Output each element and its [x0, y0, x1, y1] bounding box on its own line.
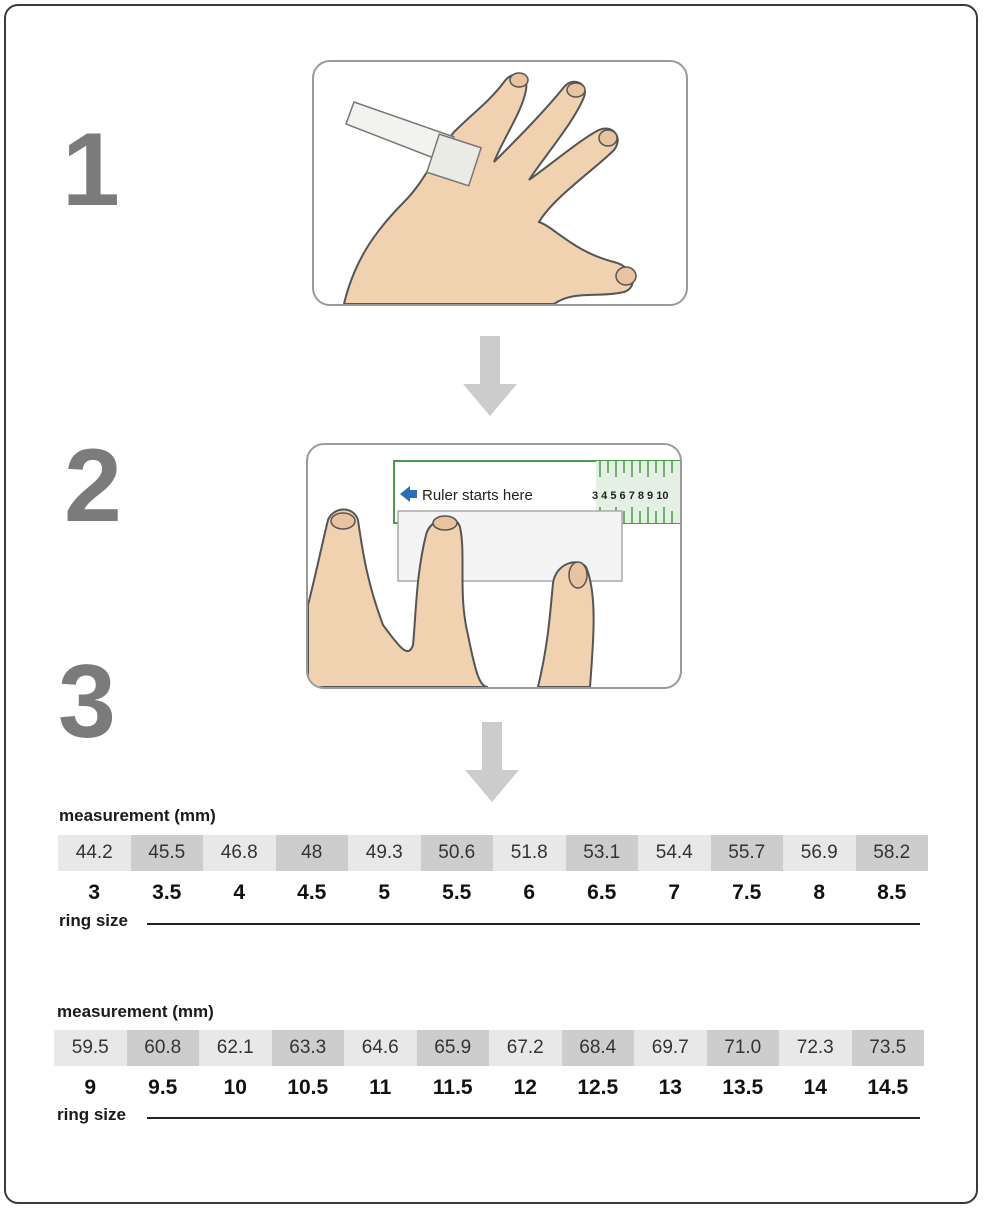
step-number-3: 3 [58, 644, 116, 760]
hand-shape [344, 74, 633, 304]
ring-size-row [58, 878, 928, 908]
ring-size-cell: 8.5 [877, 881, 907, 904]
step2-illustration [306, 443, 682, 689]
ring-size-cell: 14 [803, 1076, 827, 1099]
measurement-cell: 45.5 [131, 835, 204, 871]
ring-size-label: ring size [59, 911, 128, 930]
measurement-cell: 71.0 [707, 1030, 780, 1066]
ring-size-cell: 14.5 [867, 1076, 909, 1099]
ring-size-cell: 13.5 [722, 1076, 764, 1099]
ring-size-cell: 7.5 [732, 881, 762, 904]
ring-size-cell: 3 [88, 881, 101, 904]
step-number-1: 1 [62, 112, 120, 228]
down-arrow-icon [465, 722, 519, 804]
measurement-cell: 69.7 [634, 1030, 707, 1066]
ring-size-cell: 12 [513, 1076, 537, 1099]
ring-size-cell: 13 [658, 1076, 682, 1099]
ruler-label: Ruler starts here [422, 487, 533, 504]
measurement-cell: 64.6 [344, 1030, 417, 1066]
measurement-cell: 51.8 [493, 835, 566, 871]
measurement-cell: 72.3 [779, 1030, 852, 1066]
step1-illustration [312, 60, 688, 306]
measurement-cell: 67.2 [489, 1030, 562, 1066]
ring-size-cell: 6 [523, 881, 536, 904]
measurement-cell: 50.6 [421, 835, 494, 871]
divider-line [147, 1117, 920, 1119]
ring-size-cell: 8 [813, 881, 826, 904]
ring-size-cell: 11 [369, 1076, 392, 1099]
ring-size-cell: 12.5 [577, 1076, 619, 1099]
measurement-cell: 59.5 [54, 1030, 127, 1066]
ring-size-row [54, 1073, 924, 1103]
measurement-cell: 58.2 [856, 835, 929, 871]
ring-size-cell: 9.5 [148, 1076, 178, 1099]
measurement-cell: 49.3 [348, 835, 421, 871]
step-number-2: 2 [64, 428, 122, 544]
ring-size-cell: 9 [84, 1076, 97, 1099]
ring-size-cell: 5.5 [442, 881, 472, 904]
measurement-label: measurement (mm) [59, 806, 216, 825]
down-arrow-icon [463, 336, 517, 418]
ring-size-cell: 11.5 [432, 1076, 473, 1099]
ring-size-cell: 10.5 [287, 1076, 329, 1099]
measurement-cell: 63.3 [272, 1030, 345, 1066]
measurement-row [54, 1030, 924, 1066]
ring-size-cell: 3.5 [152, 881, 182, 904]
measurement-cell: 53.1 [566, 835, 639, 871]
measurement-cell: 44.2 [58, 835, 131, 871]
measurement-label: measurement (mm) [57, 1002, 214, 1021]
measurement-row [58, 835, 928, 871]
ring-size-cell: 4 [233, 881, 246, 904]
measurement-cell: 60.8 [127, 1030, 200, 1066]
ring-size-cell: 6.5 [587, 881, 617, 904]
divider-line [147, 923, 920, 925]
measurement-cell: 56.9 [783, 835, 856, 871]
ring-size-label: ring size [57, 1105, 126, 1124]
measurement-cell: 73.5 [852, 1030, 925, 1066]
measurement-cell: 46.8 [203, 835, 276, 871]
ring-size-cell: 5 [378, 881, 391, 904]
measurement-cell: 55.7 [711, 835, 784, 871]
measurement-cell: 65.9 [417, 1030, 490, 1066]
ring-size-cell: 4.5 [297, 881, 327, 904]
ring-size-cell: 10 [223, 1076, 247, 1099]
measurement-cell: 62.1 [199, 1030, 272, 1066]
measurement-cell: 68.4 [562, 1030, 635, 1066]
ring-size-cell: 7 [668, 881, 681, 904]
ruler-numbers: 3 4 5 6 7 8 9 10 [592, 490, 669, 502]
measurement-cell: 48 [276, 835, 349, 871]
measurement-cell: 54.4 [638, 835, 711, 871]
